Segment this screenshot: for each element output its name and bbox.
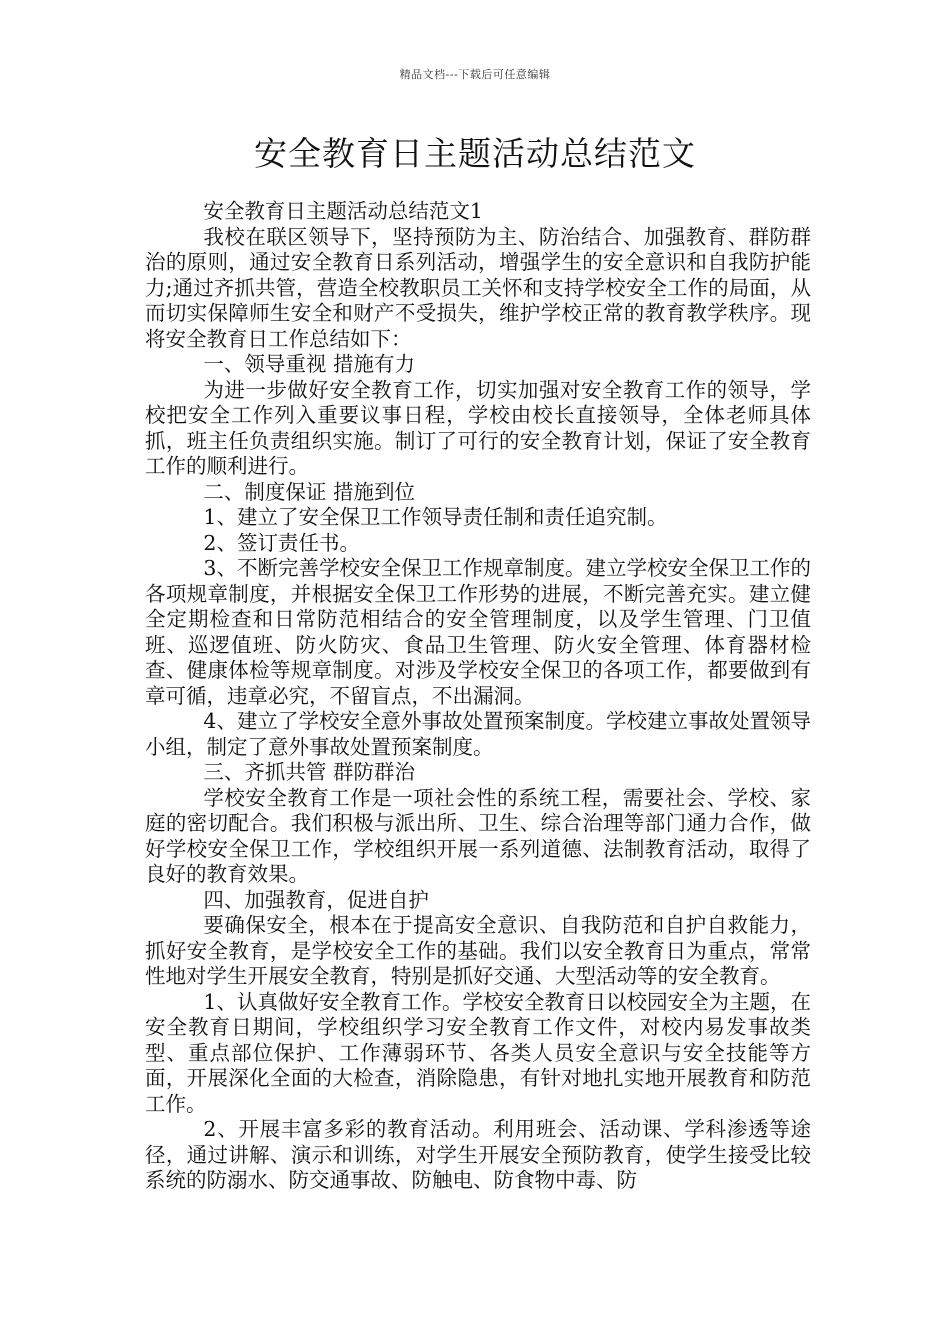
document-body: [145, 199, 811, 1194]
subtitle-paragraph: 安全教育日主题活动总结范文1: [203, 199, 483, 223]
intro-paragraph: 我校在联区领导下，坚持预防为主、防治结合、加强教育、群防群治的原则，通过安全教育日系列活动，增强学生的安全意识和自我防护能力;通过齐抓共管，营造全校教职员工关怀和支持学校安全工作的局面，从而切实保障师生安全和财产不受损失，维护学校正常的教育教学秩序。现将安全教育日工作总结如下：: [145, 224, 811, 351]
section-4-item-2: 2、开展丰富多彩的教育活动。利用班会、活动课、学科渗透等途径，通过讲解、演示和训练，对学生开展安全预防教育，使学生接受比较系统的防溺水、防交通事故、防触电、防食物中毒、防: [145, 1117, 811, 1192]
section-2-item-2: 2、签订责任书。: [203, 530, 360, 555]
section-heading-4: 四、加强教育，促进自护: [203, 887, 429, 912]
section-4-item-1: 1、认真做好安全教育工作。学校安全教育日以校园安全为主题，在安全教育日期间，学校组织学习安全教育工作文件，对校内易发事故类型、重点部位保护、工作薄弱环节、各类人员安全意识与安全技能等方面，开展深化全面的大检查，消除隐患，有针对地扎实地开展教育和防范工作。: [145, 989, 811, 1116]
section-2-item-3: 3、不断完善学校安全保卫工作规章制度。建立学校安全保卫工作的各项规章制度，并根据安全保卫工作形势的进展，不断完善充实。建立健全定期检查和日常防范相结合的安全管理制度，以及学生管理、门卫值班、巡逻值班、防火防灾、食品卫生管理、防火安全管理、体育器材检查、健康体检等规章制度。对涉及学校安全保卫的各项工作，都要做到有章可循，违章必究，不留盲点，不出漏洞。: [145, 556, 811, 708]
section-heading-1: 一、领导重视 措施有力: [203, 352, 415, 376]
header-note: 精品文档---下载后可任意编辑: [399, 68, 551, 81]
section-2-item-4: 4、建立了学校安全意外事故处置预案制度。学校建立事故处置领导小组，制定了意外事故处置预案制度。: [145, 709, 811, 759]
section-3-paragraph: 学校安全教育工作是一项社会性的系统工程，需要社会、学校、家庭的密切配合。我们积极与派出所、卫生、综合治理等部门通力合作，做好学校安全保卫工作，学校组织开展一系列道德、法制教育活动，取得了良好的教育效果。: [145, 785, 811, 886]
section-heading-3: 三、齐抓共管 群防群治: [203, 760, 415, 784]
document-title: 安全教育日主题活动总结范文: [254, 134, 696, 173]
section-1-paragraph: 为进一步做好安全教育工作，切实加强对安全教育工作的领导，学校把安全工作列入重要议事日程，学校由校长直接领导，全体老师具体抓，班主任负责组织实施。制订了可行的安全教育计划，保证了安全教育工作的顺利进行。: [145, 377, 811, 478]
section-2-item-1: 1、建立了安全保卫工作领导责任制和责任追究制。: [203, 505, 668, 529]
section-4-paragraph: 要确保安全，根本在于提高安全意识、自我防范和自护自救能力，抓好安全教育，是学校安全工作的基础。我们以安全教育日为重点，常常性地对学生开展安全教育，特别是抓好交通、大型活动等的安全教育。: [145, 913, 811, 988]
section-heading-2: 二、制度保证 措施到位: [203, 479, 415, 504]
